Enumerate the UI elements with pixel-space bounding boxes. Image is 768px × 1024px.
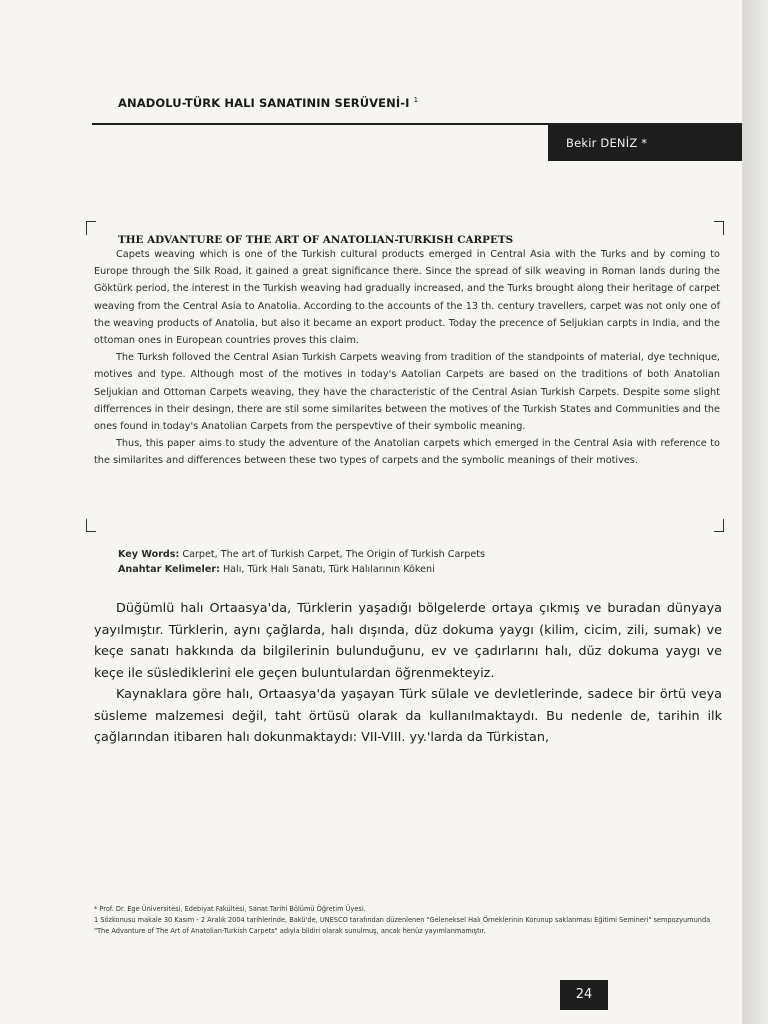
author-box	[548, 125, 742, 161]
keywords-tr-label: Anahtar Kelimeler:	[118, 564, 220, 575]
author-name: Bekir DENİZ *	[566, 136, 648, 150]
abstract-body	[94, 246, 720, 470]
body-paragraph: Kaynaklara göre halı, Ortaasya'da yaşayan Türk sülale ve devletlerinde, sadece bir örtü veya süsleme malzemesi değil, taht örtüsü olarak da kullanılmaktaydı. Bu nedenle de, tarihin ilk çağlarından itibaren halı dokunmaktaydı: VII-VIII. yy.'larda da Türkistan,	[94, 687, 722, 745]
abstract-title: THE ADVANTURE OF THE ART OF ANATOLIAN-TURKISH CARPETS	[118, 234, 514, 246]
abstract-paragraph: Capets weaving which is one of the Turkish cultural products emerged in Central Asia with the Turks and by coming to Europe through the Silk Road, it gained a great significance there. Since the spread of silk weaving in Roman lands during the Göktürk period, the interest in the Turkish weaving had gradually increased, and the Turks brought along their heritage of carpet weaving from the Central Asia to Anatolia. According to the accounts of the 13 th. century travellers, carpet was not only one of the weaving products of Anatolia, but also it became an export product. Today the precence of Seljukian carpts in India, and the ottoman ones in European countries proves this claim.	[94, 249, 720, 347]
keywords-en-label: Key Words:	[118, 549, 180, 560]
keywords-tr-text: Halı, Türk Halı Sanatı, Türk Halılarının Kökeni	[222, 564, 435, 575]
footnote-1: 1 Sözkonusu makale 30 Kasım - 2 Aralık 2004 tarihlerinde, Bakü'de, UNESCO tarafından düzenlenen "Geleneksel Halı Örneklerinin Korunup saklanması Eğitimi Semineri" sempozyumunda "The Advanture of The Art of Anatolian-Turkish Carpets" adıyla bildiri olarak sunulmuş, ancak henüz yayımlanmamıştır.	[94, 916, 711, 936]
abstract-corner-top-left	[86, 221, 96, 235]
series-title	[118, 96, 418, 110]
footnote-author: * Prof. Dr. Ege Üniversitesi, Edebiyat Fakültesi, Sanat Tarihi Bölümü Öğretim Üyesi.	[94, 905, 366, 913]
keywords-block	[118, 547, 678, 577]
keywords-en	[118, 547, 678, 562]
body-paragraph: Düğümlü halı Ortaasya'da, Türklerin yaşadığı bölgelerde ortaya çıkmış ve buradan dünyaya yayılmıştır. Türklerin, aynı çağlarda, halı dışında, düz dokuma yaygı (kilim, cicim, zili, sumak) ve keçe sanatı hakkında da bilgilerinin bulunduğunu, ev ve çadırlarını halı, düz dokuma yaygı ve keçe ile süslediklerini ele geçen buluntulardan öğrenmekteyiz.	[94, 601, 722, 681]
keywords-en-text: Carpet, The art of Turkish Carpet, The Origin of Turkish Carpets	[182, 549, 486, 560]
abstract-corner-top-right	[714, 221, 724, 235]
body-text	[94, 598, 722, 749]
abstract-paragraph: The Turksh folloved the Central Asian Turkish Carpets weaving from tradition of the standpoints of material, dye technique, motives and type. Although most of the motives in today's Aatolian Carpets are based on the traditions of both Anatolian Seljukian and Ottoman Carpets weaving, they have the characteristic of the Central Asian Turkish Carpets. Despite some slight differrences in their desingn, there are stil some similarites between the motives of the Turkish States and Communities and the ones found in today's Anatolian Carpets from the perspevtive of their symbolic meaning.	[94, 352, 720, 433]
page-edge-shadow	[742, 0, 768, 1024]
footnotes	[94, 904, 724, 938]
page-number: 24	[560, 980, 608, 1010]
abstract-paragraph: Thus, this paper aims to study the adventure of the Anatolian carpets which emerged in the Central Asia with reference to the similarites and differences between these two types of carpets and the symbolic meanings of their motives.	[94, 438, 720, 467]
keywords-tr	[118, 562, 678, 577]
abstract-corner-bottom-left	[86, 519, 96, 532]
series-title-text: ANADOLU-TÜRK HALI SANATININ SERÜVENİ-I	[118, 96, 410, 110]
abstract-corner-bottom-right	[714, 519, 724, 532]
series-title-footnote-mark: 1	[413, 96, 419, 105]
